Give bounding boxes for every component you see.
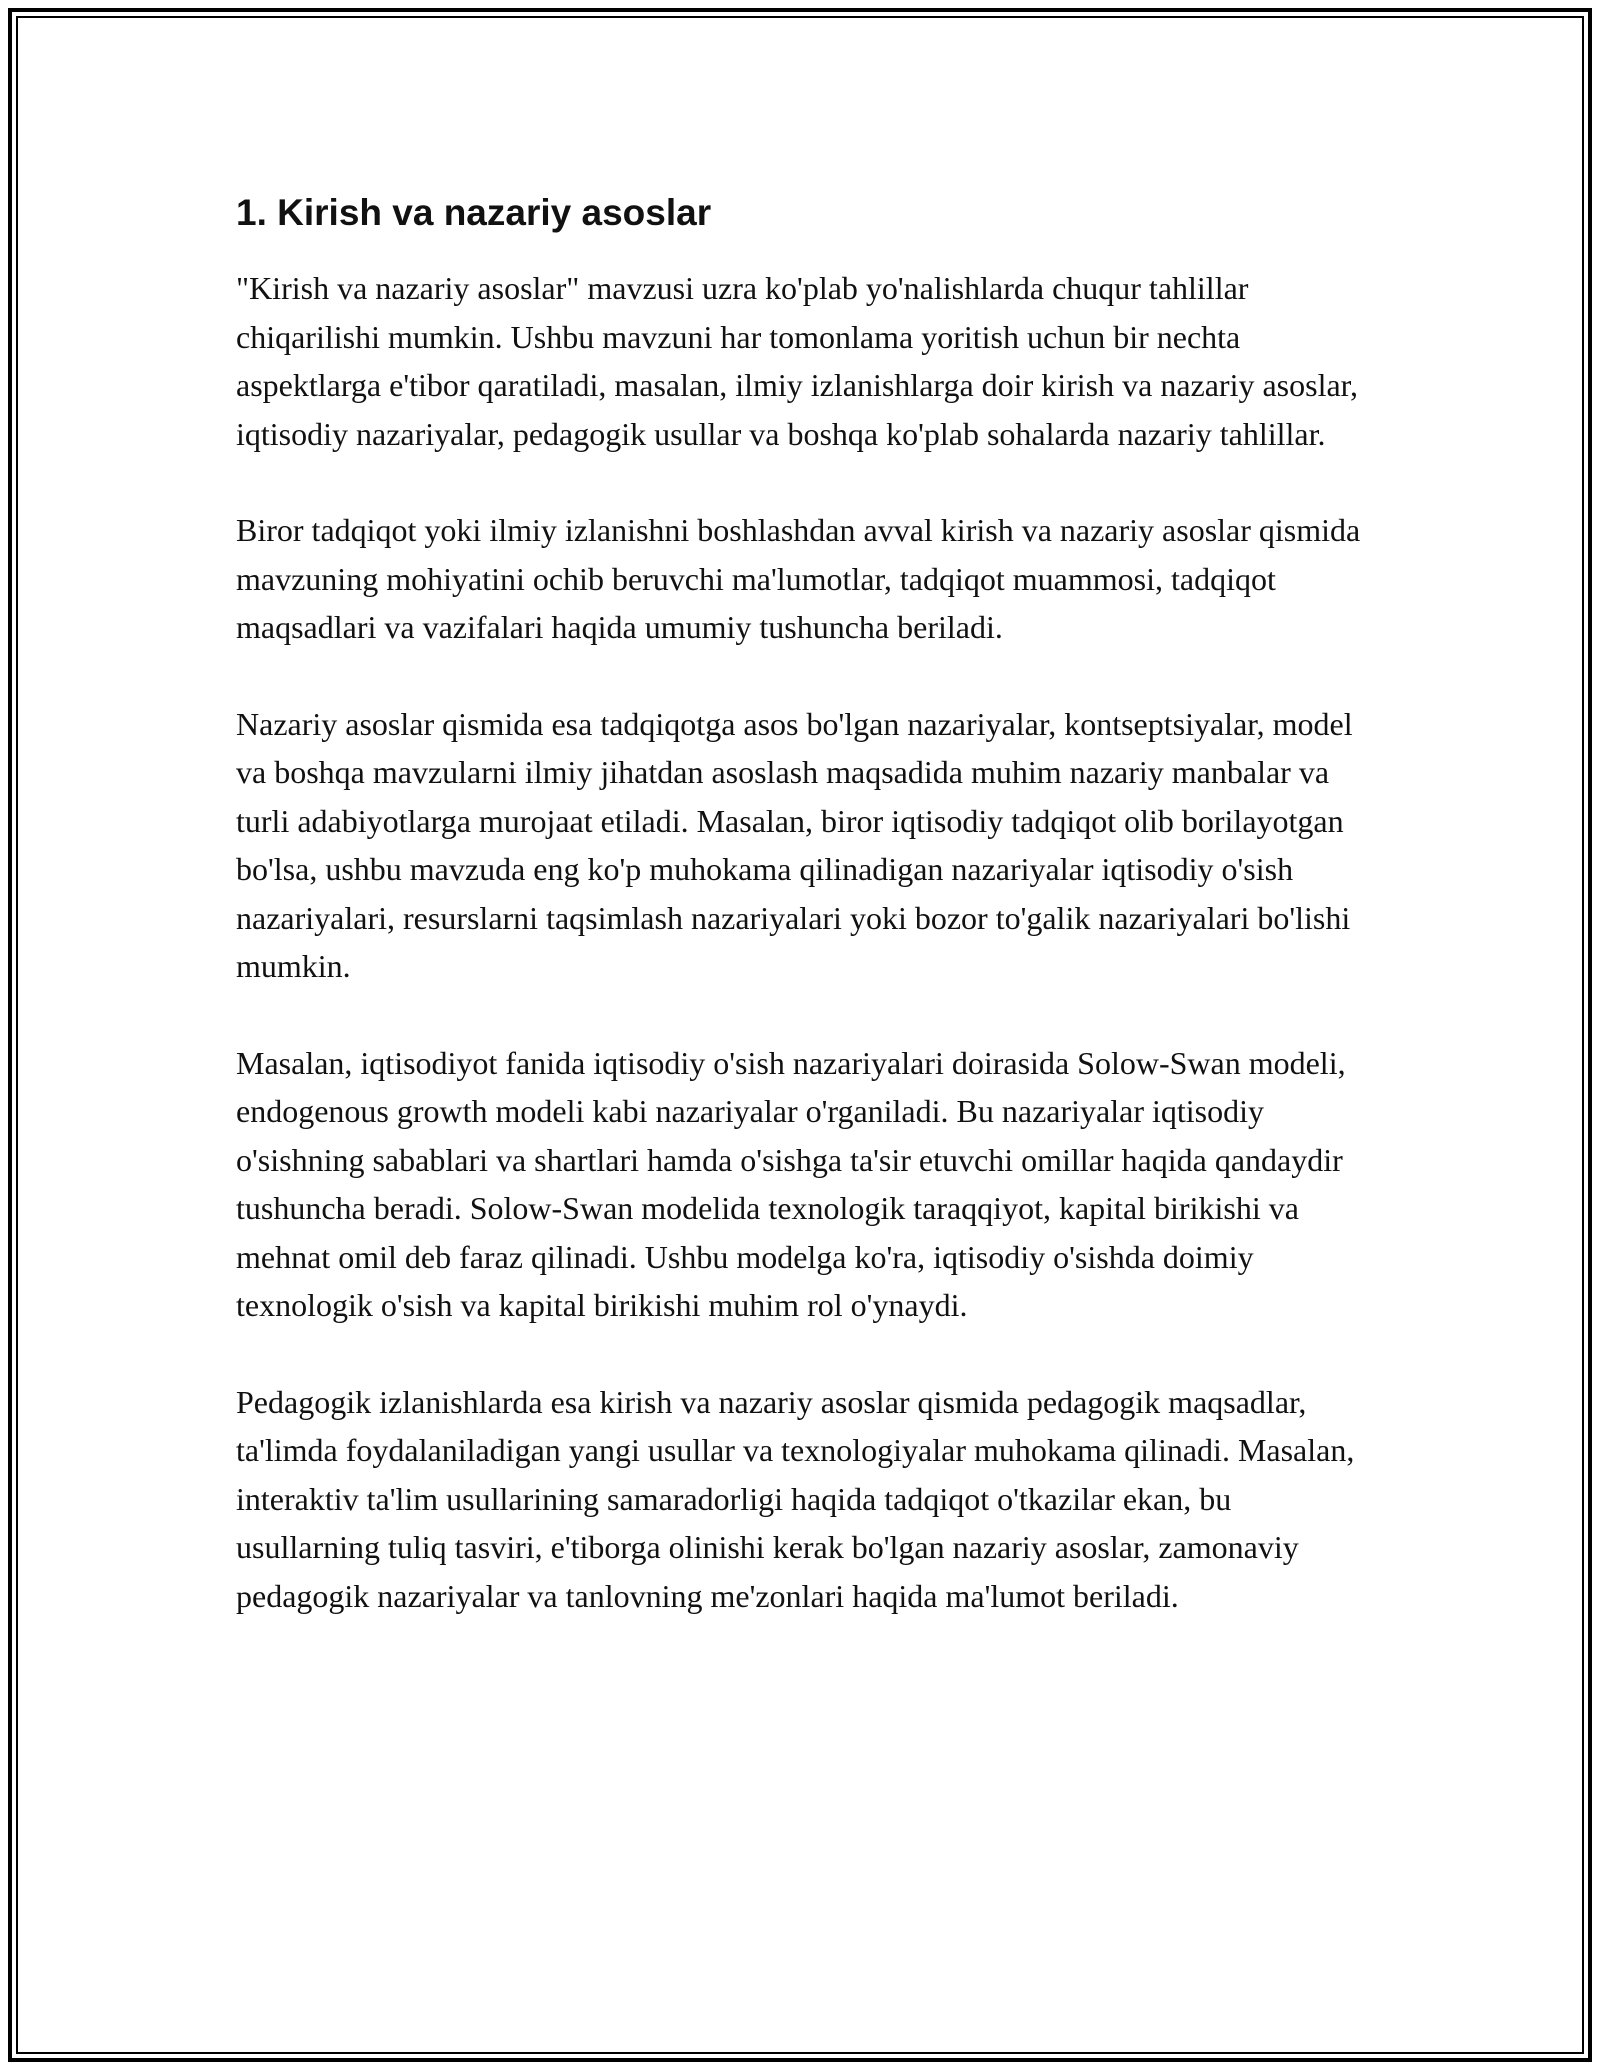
paragraph-2: Biror tadqiqot yoki ilmiy izlanishni boshlashdan avval kirish va nazariy asoslar qismida mavzuning mohiyatini ochib beruvchi ma'lumotlar, tadqiqot muammosi, tadqiqot maqsadlari va vazifalari haqida umumiy tushuncha beriladi. xyxy=(236,512,1361,645)
paragraph-4: Masalan, iqtisodiyot fanida iqtisodiy o'sish nazariyalari doirasida Solow-Swan modeli, endogenous growth modeli kabi nazariyalar o'rganiladi. Bu nazariyalar iqtisodiy o'sishning sabablari va shartlari hamda o'sishga ta'sir etuvchi omillar haqida qandaydir tushuncha beradi. Solow-Swan modelida texnologik taraqqiyot, kapital birikishi va mehnat omil deb faraz qilinadi. Ushbu modelga ko'ra, iqtisodiy o'sishda doimiy texnologik o'sish va kapital birikishi muhim rol o'ynaydi. xyxy=(236,1044,1346,1323)
document-body xyxy=(236,188,1366,1668)
paragraph-1: "Kirish va nazariy asoslar" mavzusi uzra ko'plab yo'nalishlarda chuqur tahlillar chiqarilishi mumkin. Ushbu mavzuni har tomonlama yoritish uchun bir nechta aspektlarga e'tibor qaratiladi, masalan, ilmiy izlanishlarga doir kirish va nazariy asoslar, iqtisodiy nazariyalar, pedagogik usullar va boshqa ko'plab sohalarda nazariy tahlillar. xyxy=(236,270,1359,452)
paragraph-5: Pedagogik izlanishlarda esa kirish va nazariy asoslar qismida pedagogik maqsadlar, ta'limda foydalaniladigan yangi usullar va texnologiyalar muhokama qilinadi. Masalan, interaktiv ta'lim usullarining samaradorligi haqida tadqiqot o'tkazilar ekan, bu usullarning tuliq tasviri, e'tiborga olinishi kerak bo'lgan nazariy asoslar, zamonaviy pedagogik nazariyalar va tanlovning me'zonlari haqida ma'lumot beriladi. xyxy=(236,1383,1355,1614)
section-heading: 1. Kirish va nazariy asoslar xyxy=(236,192,712,233)
paragraph-3: Nazariy asoslar qismida esa tadqiqotga asos bo'lgan nazariyalar, kontseptsiyalar, model va boshqa mavzularni ilmiy jihatdan asoslash maqsadida muhim nazariy manbalar va turli adabiyotlarga murojaat etiladi. Masalan, biror iqtisodiy tadqiqot olib borilayotgan bo'lsa, ushbu mavzuda eng ko'p muhokama qilinadigan nazariyalar iqtisodiy o'sish nazariyalari, resurslarni taqsimlash nazariyalari yoki bozor to'galik nazariyalari bo'lishi mumkin. xyxy=(236,705,1353,984)
